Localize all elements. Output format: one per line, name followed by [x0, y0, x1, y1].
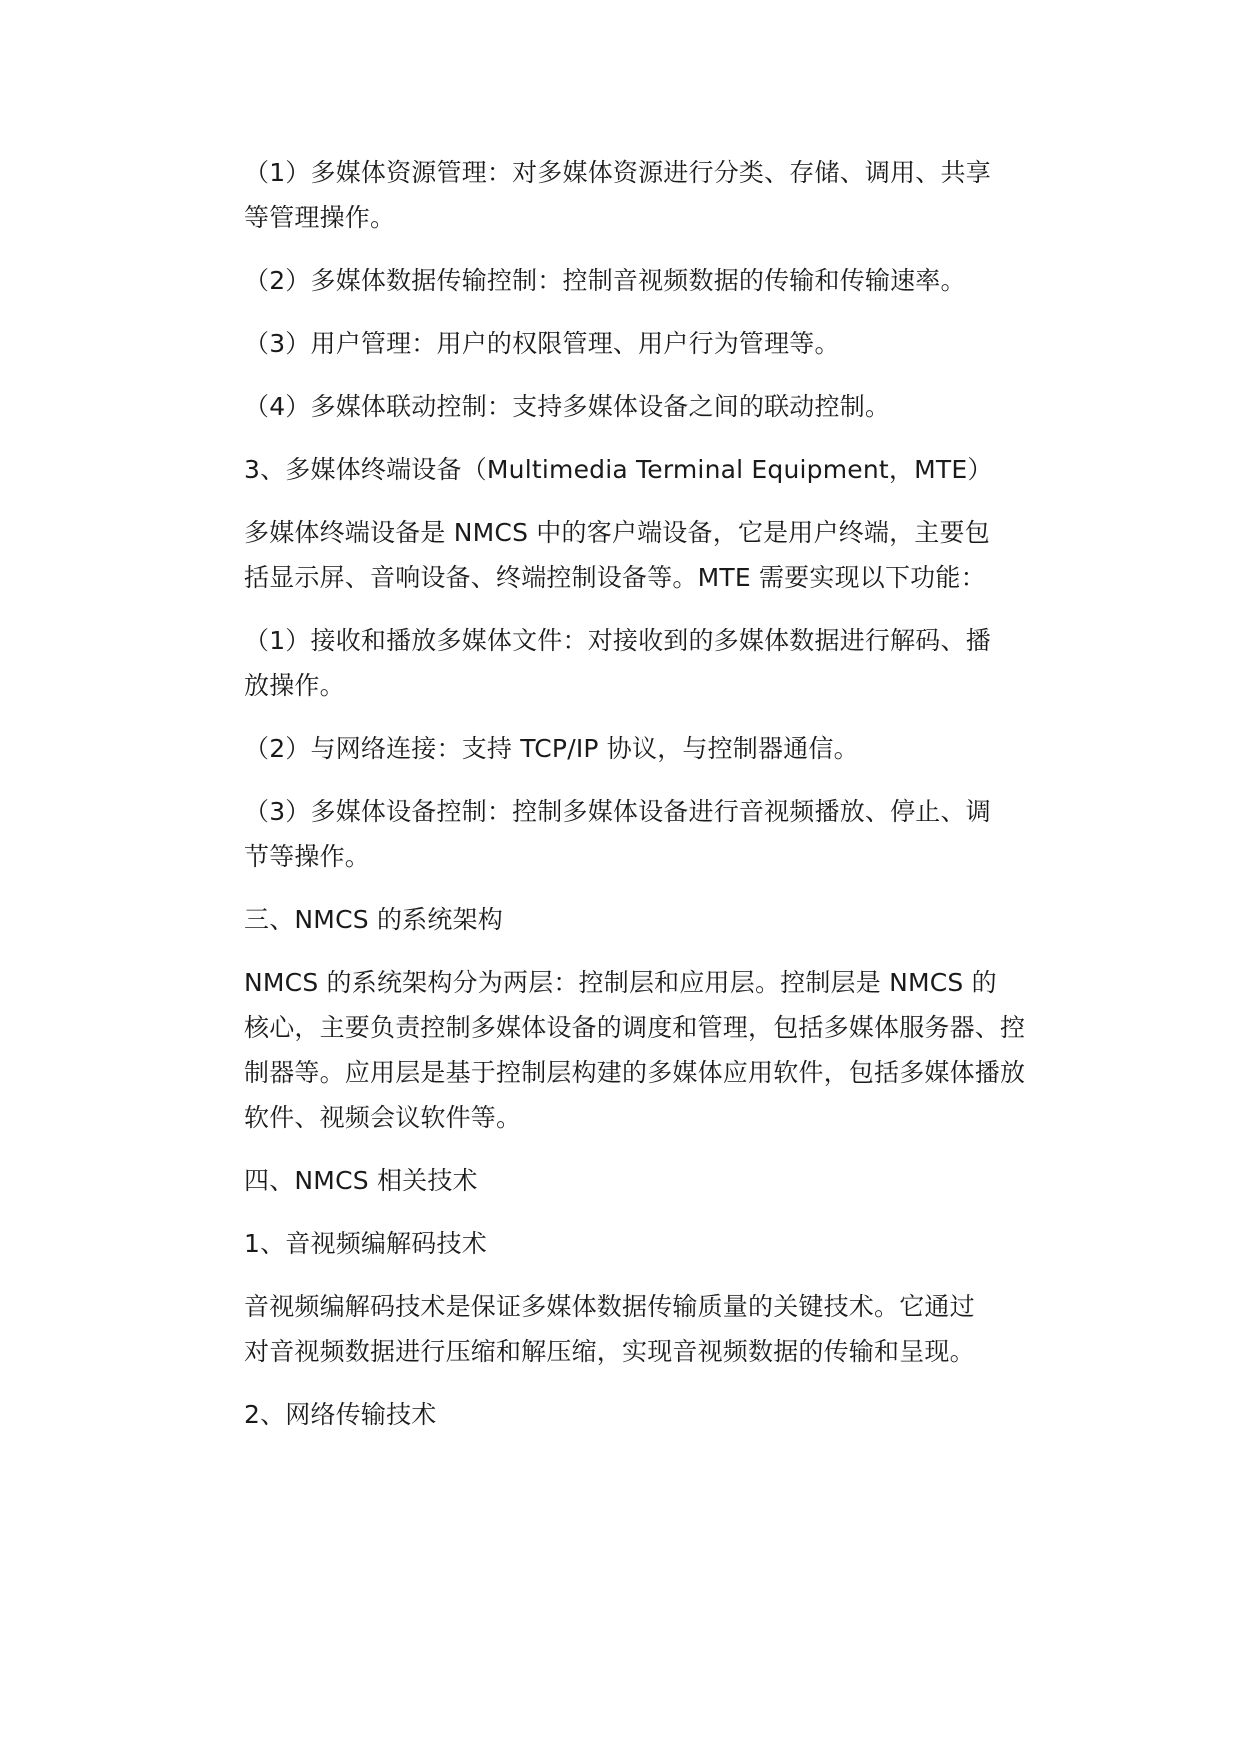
text-line: 软件、视频会议软件等。: [244, 1103, 522, 1132]
text-line: 3、多媒体终端设备（Multimedia Terminal Equipment，MTE）: [244, 455, 993, 484]
section-heading: [186, 1392, 1056, 1437]
text-line: 放操作。: [244, 671, 345, 700]
text-line: （1）接收和播放多媒体文件：对接收到的多媒体数据进行解码、播: [244, 626, 991, 655]
text-line: 音视频编解码技术是保证多媒体数据传输质量的关键技术。它通过: [244, 1292, 975, 1321]
document-page: [186, 150, 1056, 1455]
text-line: （1）多媒体资源管理：对多媒体资源进行分类、存储、调用、共享: [244, 158, 991, 187]
list-item-paragraph: [186, 150, 1056, 240]
text-line: 制器等。应用层是基于控制层构建的多媒体应用软件，包括多媒体播放: [244, 1058, 1026, 1087]
section-heading: [186, 897, 1056, 942]
text-line: （2）多媒体数据传输控制：控制音视频数据的传输和传输速率。: [244, 266, 966, 295]
section-heading: [186, 1158, 1056, 1203]
text-line: 核心，主要负责控制多媒体设备的调度和管理，包括多媒体服务器、控: [244, 1013, 1026, 1042]
text-line: 对音视频数据进行压缩和解压缩，实现音视频数据的传输和呈现。: [244, 1337, 975, 1366]
text-line: 四、NMCS 相关技术: [244, 1166, 478, 1195]
text-line: 2、网络传输技术: [244, 1400, 437, 1429]
list-item-paragraph: [186, 321, 1056, 366]
text-line: 节等操作。: [244, 842, 371, 871]
text-line: （2）与网络连接：支持 TCP/IP 协议，与控制器通信。: [244, 734, 859, 763]
text-line: 多媒体终端设备是 NMCS 中的客户端设备，它是用户终端，主要包: [244, 518, 990, 547]
text-line: 1、音视频编解码技术: [244, 1229, 487, 1258]
list-item-paragraph: [186, 384, 1056, 429]
text-line: （4）多媒体联动控制：支持多媒体设备之间的联动控制。: [244, 392, 891, 421]
text-line: 等管理操作。: [244, 203, 396, 232]
text-line: （3）用户管理：用户的权限管理、用户行为管理等。: [244, 329, 840, 358]
text-line: 三、NMCS 的系统架构: [244, 905, 503, 934]
text-line: NMCS 的系统架构分为两层：控制层和应用层。控制层是 NMCS 的: [244, 968, 997, 997]
body-paragraph: [186, 960, 1056, 1140]
text-line: 括显示屏、音响设备、终端控制设备等。MTE 需要实现以下功能：: [244, 563, 986, 592]
body-paragraph: [186, 510, 1056, 600]
text-line: （3）多媒体设备控制：控制多媒体设备进行音视频播放、停止、调: [244, 797, 991, 826]
section-heading: [186, 447, 1056, 492]
section-heading: [186, 1221, 1056, 1266]
body-paragraph: [186, 1284, 1056, 1374]
list-item-paragraph: [186, 618, 1056, 708]
list-item-paragraph: [186, 726, 1056, 771]
list-item-paragraph: [186, 789, 1056, 879]
list-item-paragraph: [186, 258, 1056, 303]
